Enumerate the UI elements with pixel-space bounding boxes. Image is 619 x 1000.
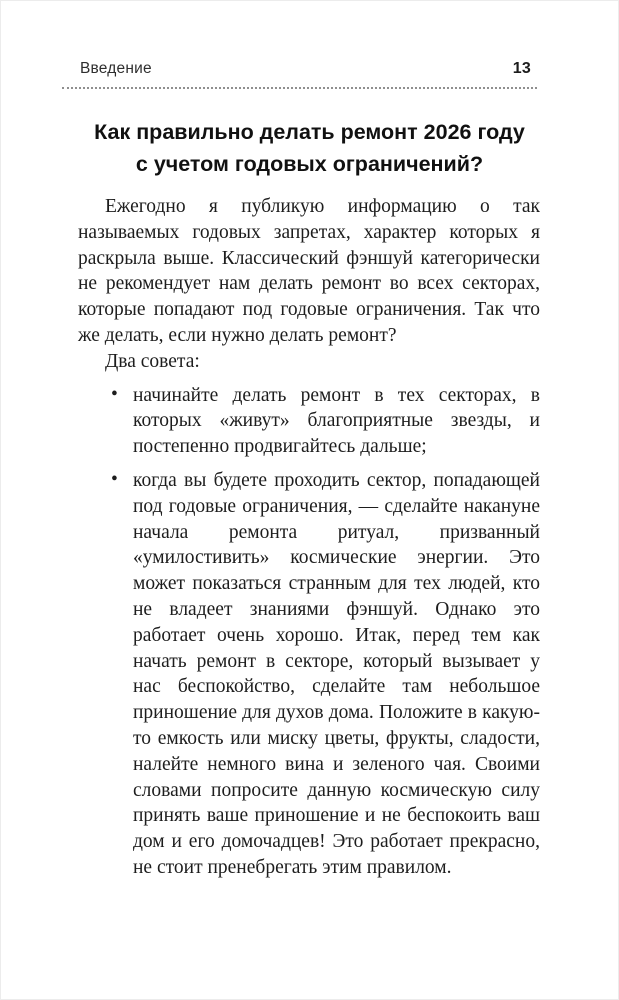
chapter-title: [40, 116, 579, 180]
chapter-title-line-1: Как правильно делать ремонт 2026 году: [94, 120, 525, 144]
bullet-icon: •: [111, 468, 118, 490]
body-text: [78, 194, 540, 881]
advice-list: [78, 383, 540, 881]
dotted-rule: [62, 87, 537, 89]
advice-item-text-1: начинайте делать ремонт в тех секторах, в которых «живут» благоприятные звезды, и постепенно продвигайтесь дальше;: [133, 384, 540, 458]
chapter-title-line-2: с учетом годовых ограничений?: [135, 152, 484, 176]
list-item: [78, 468, 540, 881]
section-title: Введение: [80, 60, 152, 77]
bullet-icon: •: [111, 383, 118, 405]
paragraph-intro: Ежегодно я публикую информацию о так называемых годовых запретах, характер которых я раскрыла выше. Классический фэншуй категорически не рекомендует нам делать ремонт во всех секторах, которые попадают под годовые ограничения. Так что же делать, если нужно делать ремонт?: [78, 196, 540, 346]
running-head: [80, 60, 531, 78]
paragraph-two-tips-lead: Два совета:: [105, 350, 200, 372]
list-item: [78, 383, 540, 460]
advice-item-text-2: когда вы будете проходить сектор, попадающей под годовые ограничения, — сделайте накануне начала ремонта ритуал, призванный «умилостивить» космические энергии. Это может показаться странным для тех людей, кто не владеет знаниями фэншуй. Однако это работает очень хорошо. Итак, перед тем как начать ремонт в секторе, который вызывает у нас беспокойство, сделайте там небольшое приношение для духов дома. Положите в какую-то емкость или миску цветы, фрукты, сладости, налейте немного вина и зеленого чая. Своими словами попросите данную космическую силу принять ваше приношение и не беспокоить ваш дом и его домочадцев! Это работает прекрасно, не стоит пренебрегать этим правилом.: [133, 469, 540, 878]
page-number: 13: [512, 60, 531, 77]
